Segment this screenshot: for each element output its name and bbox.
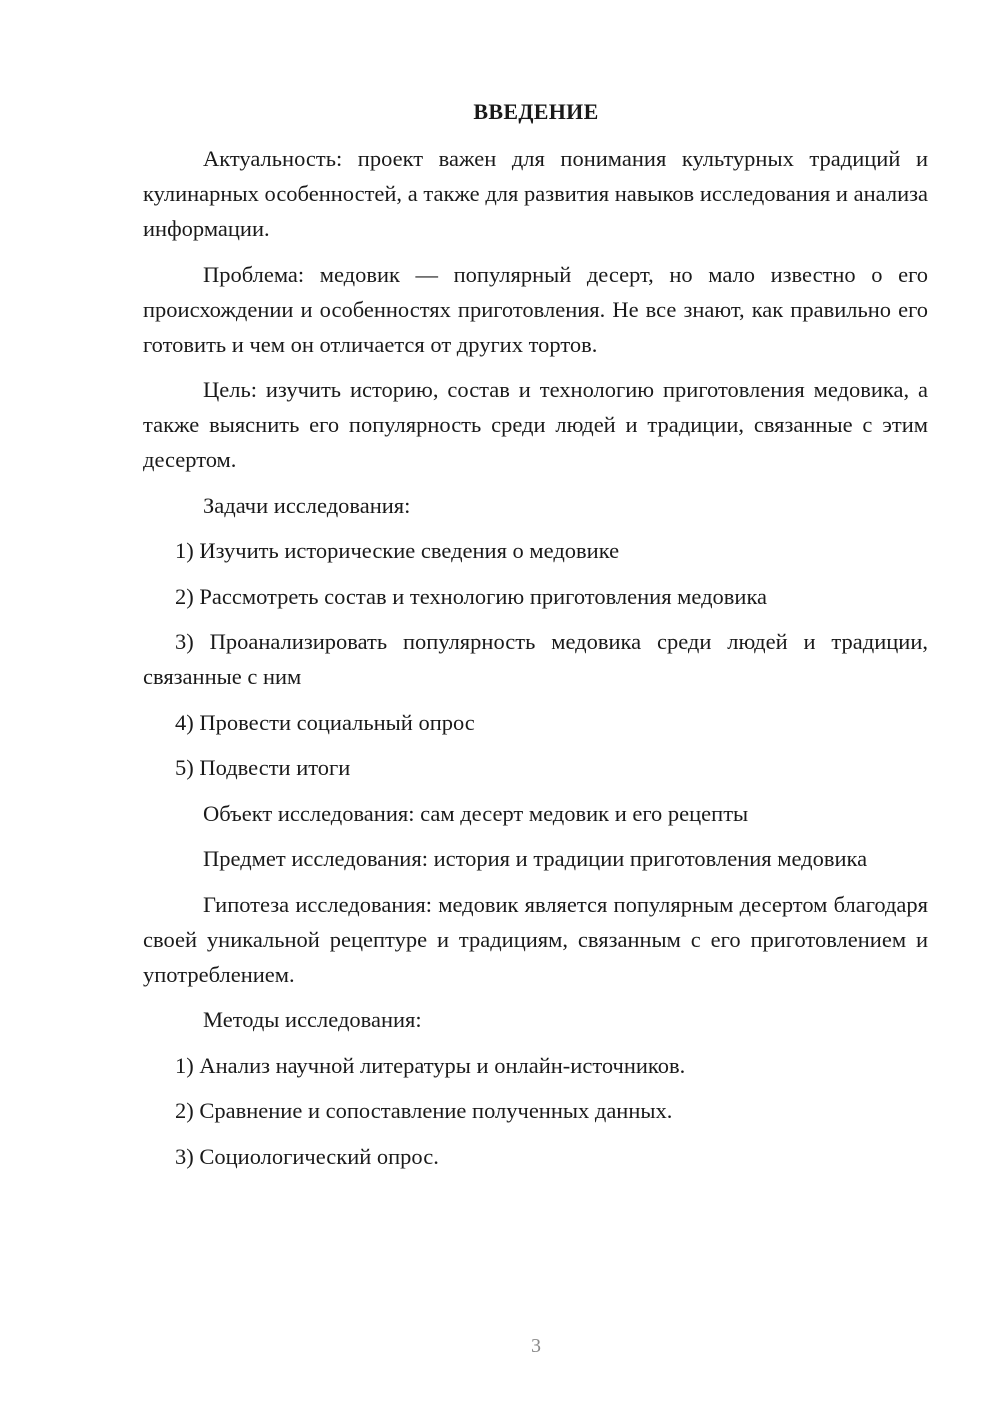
tasks-heading: Задачи исследования:: [203, 492, 411, 518]
task-item: 1) Изучить исторические сведения о медовике: [175, 538, 620, 563]
paragraph-relevance: Актуальность: проект важен для понимания культурных традиций и кулинарных особенностей, а также для развития навыков исследования и анализа информации.: [143, 146, 928, 241]
document-body: [143, 141, 928, 1184]
methods-heading: Методы исследования:: [203, 1007, 422, 1032]
method-item: 3) Социологический опрос.: [175, 1143, 439, 1169]
method-item: 2) Сравнение и сопоставление полученных данных.: [175, 1098, 673, 1123]
paragraph-hypothesis: Гипотеза исследования: медовик является популярным десертом благодаря своей уникальной рецептуре и традициям, связанным с его приготовлением и употреблением.: [143, 891, 928, 987]
task-item: 2) Рассмотреть состав и технологию приготовления медовика: [175, 583, 768, 609]
paragraph-subject: Предмет исследования: история и традиции приготовления медовика: [203, 846, 868, 871]
task-item: 5) Подвести итоги: [175, 755, 351, 780]
method-item: 1) Анализ научной литературы и онлайн-источников.: [175, 1052, 686, 1078]
task-item: 3) Проанализировать популярность медовика среди людей и традиции, связанные с ним: [143, 629, 928, 689]
task-item: 4) Провести социальный опрос: [175, 709, 475, 735]
paragraph-object: Объект исследования: сам десерт медовик и его рецепты: [203, 800, 749, 826]
paragraph-goal: Цель: изучить историю, состав и технологию приготовления медовика, а также выяснить его популярность среди людей и традиции, связанные с этим десертом.: [143, 377, 928, 472]
page-number: 3: [531, 1335, 541, 1357]
section-title: ВВЕДЕНИЕ: [473, 99, 599, 124]
paragraph-problem: Проблема: медовик — популярный десерт, но мало известно о его происхождении и особенностях приготовления. Не все знают, как правильно его готовить и чем он отличается от других тортов.: [143, 261, 928, 357]
